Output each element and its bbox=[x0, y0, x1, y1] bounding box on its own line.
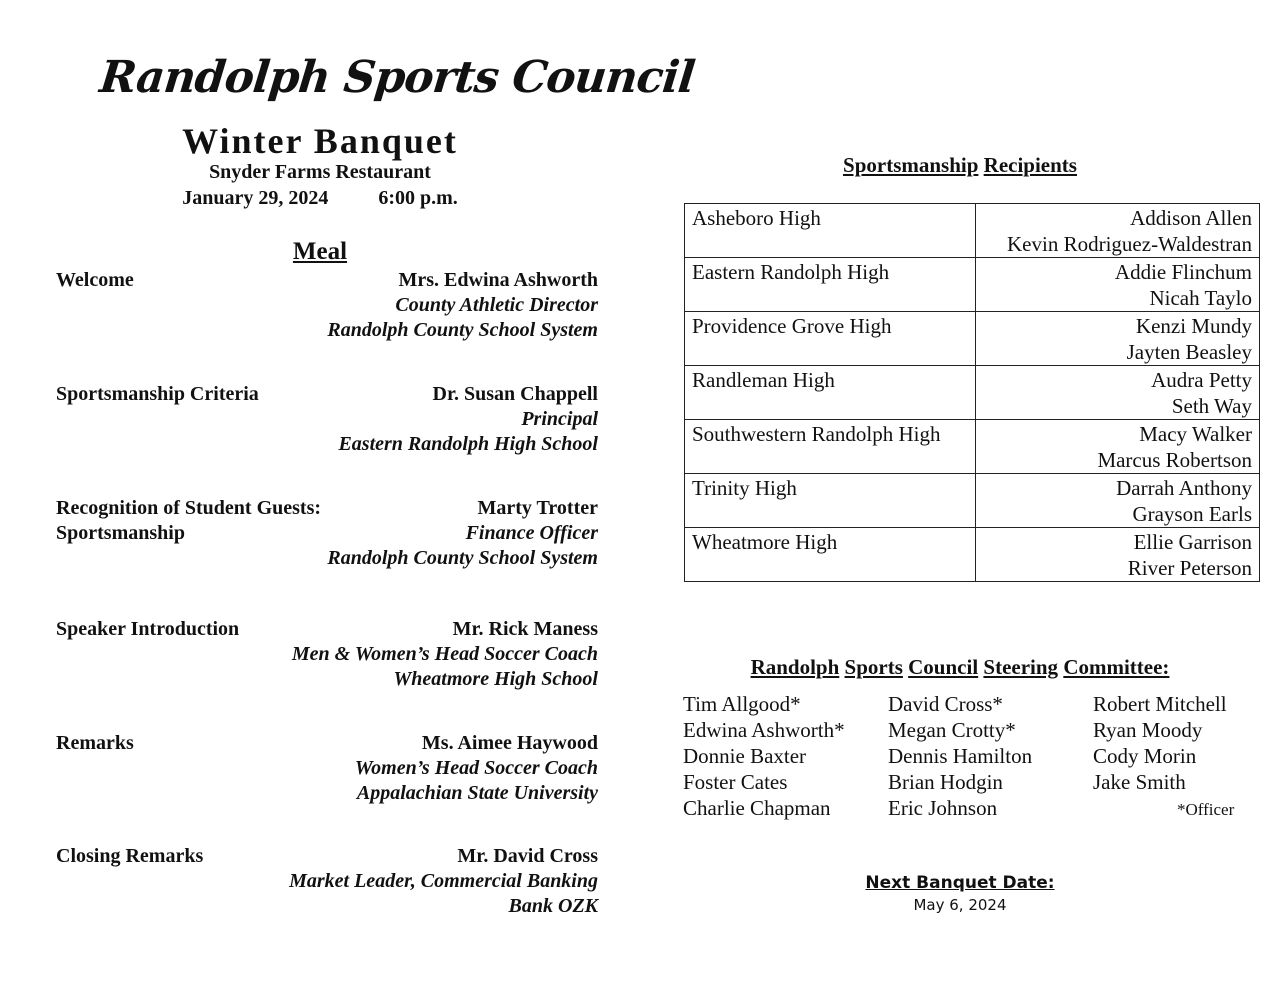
committee-member: Brian Hodgin bbox=[888, 770, 1003, 794]
students-cell bbox=[976, 474, 1260, 528]
student-name: Kenzi Mundy bbox=[1135, 314, 1252, 338]
committee-member: David Cross* bbox=[888, 692, 1003, 716]
speaker-organization: Wheatmore High School bbox=[393, 668, 598, 690]
committee-member: Foster Cates bbox=[683, 770, 788, 794]
students-cell bbox=[976, 258, 1260, 312]
student-name: Addison Allen bbox=[1130, 206, 1252, 230]
speaker-organization: Randolph County School System bbox=[327, 547, 598, 569]
committee-member: Robert Mitchell bbox=[1093, 692, 1227, 716]
recipients-table bbox=[684, 203, 1260, 582]
program-speaker: Ms. Aimee Haywood bbox=[421, 732, 598, 754]
school-cell: Eastern Randolph High bbox=[685, 258, 976, 312]
student-name: Darrah Anthony bbox=[1116, 476, 1252, 500]
program-speaker: Mr. Rick Maness bbox=[452, 618, 598, 640]
next-banquet-date: May 6, 2024 bbox=[913, 896, 1007, 914]
committee-member: Megan Crotty* bbox=[888, 718, 1016, 742]
committee-member: Charlie Chapman bbox=[683, 796, 831, 820]
event-title: Winter Banquet bbox=[182, 121, 458, 161]
table-row bbox=[685, 204, 1260, 258]
committee-member: Jake Smith bbox=[1093, 770, 1186, 794]
table-row bbox=[685, 420, 1260, 474]
recipients-heading: Sportsmanship Recipients bbox=[843, 153, 1077, 177]
program-speaker: Mrs. Edwina Ashworth bbox=[398, 269, 598, 291]
student-name: Macy Walker bbox=[1139, 422, 1252, 446]
program-category: Welcome bbox=[56, 269, 134, 291]
committee-member: Dennis Hamilton bbox=[888, 744, 1033, 768]
program-speaker: Mr. David Cross bbox=[457, 845, 598, 867]
student-name: Addie Flinchum bbox=[1114, 260, 1252, 284]
program-item bbox=[56, 382, 598, 457]
speaker-role: Finance Officer bbox=[465, 522, 598, 544]
students-cell bbox=[976, 528, 1260, 582]
event-datetime bbox=[120, 187, 520, 210]
speaker-organization: Randolph County School System bbox=[327, 319, 598, 341]
student-name: Seth Way bbox=[1171, 394, 1252, 418]
student-name: Marcus Robertson bbox=[1097, 448, 1252, 472]
officer-note: *Officer bbox=[1177, 800, 1235, 819]
next-banquet-label: Next Banquet Date: bbox=[865, 873, 1055, 893]
student-name: Kevin Rodriguez-Waldestran bbox=[1007, 232, 1252, 256]
student-name: Nicah Taylo bbox=[1149, 286, 1252, 310]
table-row bbox=[685, 258, 1260, 312]
committee-column bbox=[888, 691, 1032, 821]
table-row bbox=[685, 366, 1260, 420]
student-name: River Peterson bbox=[1127, 556, 1252, 580]
program-item bbox=[56, 268, 598, 343]
program-item bbox=[56, 844, 598, 919]
speaker-organization: Appalachian State University bbox=[356, 782, 598, 804]
committee-column bbox=[1093, 691, 1227, 795]
speaker-role: Principal bbox=[521, 408, 598, 430]
students-cell bbox=[976, 312, 1260, 366]
program-category: Recognition of Student Guests: bbox=[56, 497, 322, 519]
school-cell: Asheboro High bbox=[685, 204, 976, 258]
speaker-organization: Eastern Randolph High School bbox=[338, 433, 598, 455]
event-time: 6:00 p.m. bbox=[378, 187, 458, 209]
school-cell: Southwestern Randolph High bbox=[685, 420, 976, 474]
program-item bbox=[56, 731, 598, 806]
students-cell bbox=[976, 366, 1260, 420]
student-name: Jayten Beasley bbox=[1126, 340, 1252, 364]
program-category: Closing Remarks bbox=[56, 845, 204, 867]
school-cell: Providence Grove High bbox=[685, 312, 976, 366]
program-speaker: Marty Trotter bbox=[477, 497, 598, 519]
committee-heading: Randolph Sports Council Steering Committee: bbox=[750, 655, 1170, 679]
school-cell: Randleman High bbox=[685, 366, 976, 420]
venue: Snyder Farms Restaurant bbox=[209, 161, 431, 183]
committee-member: Eric Johnson bbox=[888, 796, 998, 820]
program-item bbox=[56, 496, 598, 571]
students-cell bbox=[976, 420, 1260, 474]
student-name: Grayson Earls bbox=[1132, 502, 1252, 526]
committee-member: Cody Morin bbox=[1093, 744, 1197, 768]
table-row bbox=[685, 312, 1260, 366]
speaker-role: County Athletic Director bbox=[395, 294, 598, 316]
speaker-role: Men & Women’s Head Soccer Coach bbox=[291, 643, 598, 665]
program-speaker: Dr. Susan Chappell bbox=[432, 383, 598, 405]
committee-member: Ryan Moody bbox=[1093, 718, 1203, 742]
event-date: January 29, 2024 bbox=[182, 187, 329, 209]
organization-logo: Randolph Sports Council bbox=[97, 52, 697, 103]
program-category: Remarks bbox=[56, 732, 134, 754]
student-name: Ellie Garrison bbox=[1133, 530, 1252, 554]
speaker-role: Women’s Head Soccer Coach bbox=[354, 757, 598, 779]
school-cell: Wheatmore High bbox=[685, 528, 976, 582]
student-name: Audra Petty bbox=[1151, 368, 1252, 392]
committee-member: Tim Allgood* bbox=[683, 692, 801, 716]
meal-heading: Meal bbox=[292, 238, 348, 265]
speaker-organization: Bank OZK bbox=[508, 895, 598, 917]
program-item bbox=[56, 617, 598, 692]
students-cell bbox=[976, 204, 1260, 258]
table-row bbox=[685, 528, 1260, 582]
program-category: Sportsmanship Criteria bbox=[56, 383, 259, 405]
table-row bbox=[685, 474, 1260, 528]
committee-column bbox=[683, 691, 845, 821]
program-category: Speaker Introduction bbox=[56, 618, 240, 640]
program-category-line2: Sportsmanship bbox=[56, 522, 185, 544]
school-cell: Trinity High bbox=[685, 474, 976, 528]
speaker-role: Market Leader, Commercial Banking bbox=[289, 870, 598, 892]
committee-member: Edwina Ashworth* bbox=[683, 718, 845, 742]
committee-member: Donnie Baxter bbox=[683, 744, 807, 768]
